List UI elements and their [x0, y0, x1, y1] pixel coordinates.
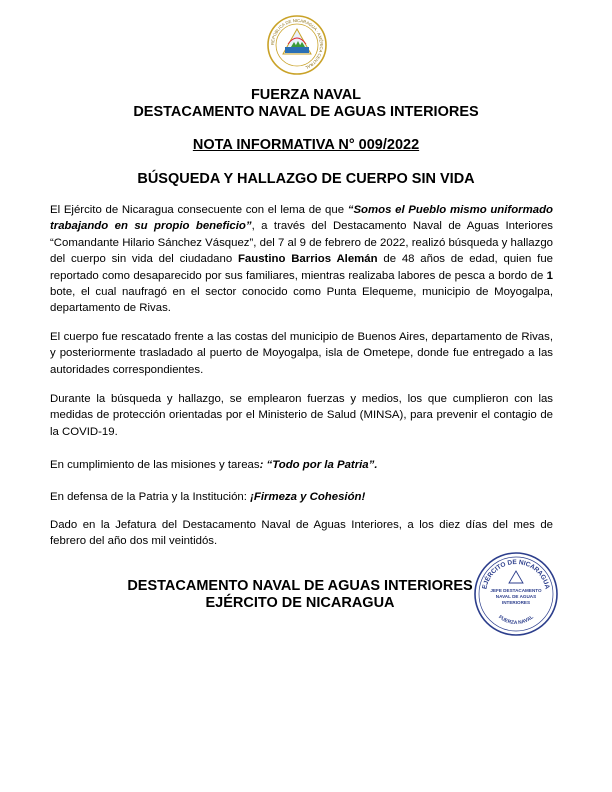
signature-line-2: EJÉRCITO DE NICARAGUA: [205, 595, 395, 611]
document-title: BÚSQUEDA Y HALLAZGO DE CUERPO SIN VIDA: [137, 171, 475, 187]
motto: “Somos el Pueblo mismo uniformado trabajando en su propio beneficio”: [50, 204, 553, 233]
nota-informativa-number: NOTA INFORMATIVA N° 009/2022: [192, 137, 420, 153]
seal-text: REPÚBLICA DE NICARAGUA · AMÉRICA CENTRAL: [269, 17, 325, 71]
svg-text:EJÉRCITO DE NICARAGUA: [481, 559, 550, 590]
paragraph-1: El Ejército de Nicaragua consecuente con el lema de que “Somos el Pueblo mismo uniformado trabajando en su propio beneficio”, a través del Destacamento Naval de Aguas Interiores “Comandante Hilario Sánchez Vásquez”, del 7 al 9 de febrero de 2022, realizó búsqueda y hallazgo del cuerpo sin vida del ciudadano Faustino Barrios Alemán de 48 años de edad, quien fue reportado como desaparecido por sus familiares, mientras realizaba labores de pesca a bordo de 1 bote, el cual naufragó en el sector conocido como Punta Elequeme, municipio de Moyogalpa, departamento de Rivas.: [50, 204, 553, 315]
paragraph-5: En defensa de la Patria y la Institución: ¡Firmeza y Cohesión!: [50, 491, 366, 503]
stamp-mid-2: NAVAL DE AGUAS: [495, 594, 537, 599]
slogan: : “Todo por la Patria”.: [259, 459, 378, 471]
svg-text:FUERZA NAVAL: [497, 614, 535, 626]
coat-of-arms-seal: [266, 14, 328, 76]
signature-line-1: DESTACAMENTO NAVAL DE AGUAS INTERIORES: [127, 578, 473, 594]
paragraph-4: En cumplimiento de las misiones y tareas: “Todo por la Patria”.: [50, 459, 378, 471]
official-stamp: [473, 551, 559, 637]
stamp-top-text: EJÉRCITO DE NICARAGUA: [481, 558, 551, 590]
citizen-name: Faustino Barrios Alemán: [237, 253, 378, 266]
slogan-2: ¡Firmeza y Cohesión!: [250, 491, 366, 503]
paragraph-3: Durante la búsqueda y hallazgo, se emplearon fuerzas y medios, los que cumplieron con las medidas de protección orientadas por el Ministerio de Salud (MINSA), para prevenir el contagio de la COVID-19.: [50, 393, 553, 438]
stamp-mid-1: JEFE DESTACAMENTO: [490, 588, 542, 593]
org-line-2: DESTACAMENTO NAVAL DE AGUAS INTERIORES: [133, 104, 479, 120]
paragraph-2: El cuerpo fue rescatado frente a las costas del municipio de Buenos Aires, departamento de Rivas, y posteriormente trasladado al puerto de Moyogalpa, isla de Ometepe, donde fue entregado a las autoridades correspondientes.: [50, 331, 553, 376]
org-line-1: FUERZA NAVAL: [250, 87, 362, 103]
stamp-mid-3: INTERIORES: [501, 600, 531, 605]
stamp-bottom-text: FUERZA NAVAL: [497, 614, 535, 627]
paragraph-6: Dado en la Jefatura del Destacamento Naval de Aguas Interiores, a los diez días del mes de febrero del año dos mil veintidós.: [50, 519, 553, 548]
